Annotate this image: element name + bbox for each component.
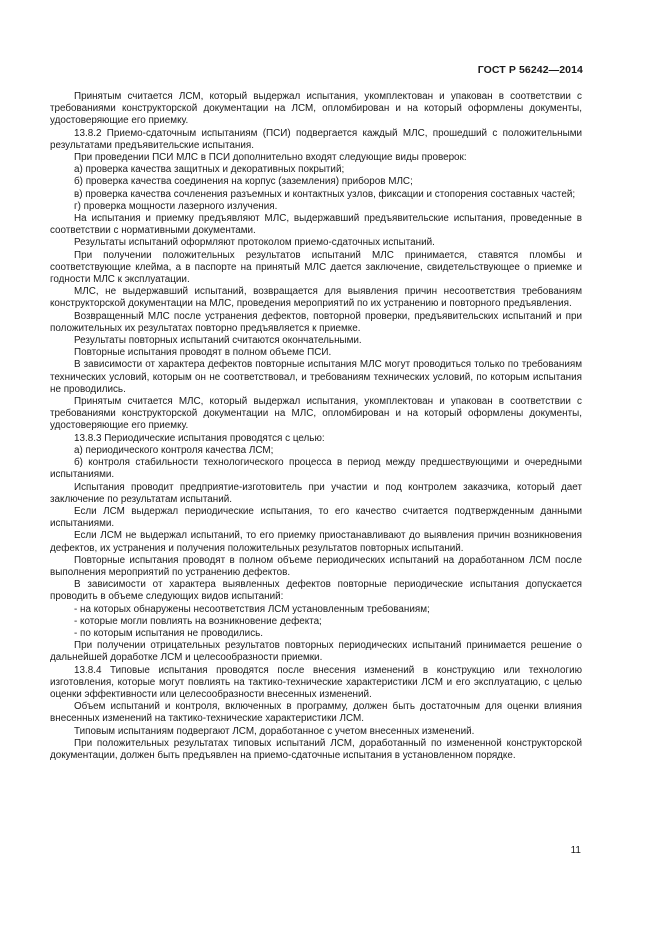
paragraph: а) периодического контроля качества ЛСМ; [74,444,274,456]
paragraph: - которые могли повлиять на возникновение дефекта; [74,615,322,627]
paragraph: МЛС, не выдержавший испытаний, возвращается для выявления причин несоответствия требованиям конструкторской документации на МЛС, проведения мероприятий по их устранению и повторного предъявления. [50,286,582,310]
paragraph: г) проверка мощности лазерного излучения. [74,200,278,212]
paragraph: Если ЛСМ выдержал периодические испытания, то его качество считается подтвержденным данными испытаниями. [50,505,582,530]
paragraph: - по которым испытания не проводились. [74,627,264,639]
paragraph: В зависимости от характера выявленных дефектов повторные периодические испытания допускается проводить в объеме следующих видов испытаний: [50,579,582,603]
paragraph: б) проверка качества соединения на корпус (заземления) приборов МЛС; [74,176,413,188]
paragraph: Принятым считается ЛСМ, который выдержал испытания, укомплектован и упакован в соответствии с требованиями конструкторской документации на ЛСМ, опломбирован и на который оформлены документы, удостоверяющие его приемку. [50,91,582,127]
paragraph: При проведении ПСИ МЛС в ПСИ дополнительно входят следующие виды проверок: [74,152,467,164]
paragraph: При получении положительных результатов испытаний МЛС принимается, ставятся пломбы и соответствующие клейма, а в паспорте на принятый МЛС дается заключение, свидетельствующее о приемке и годности МЛС к эксплуатации. [50,249,582,286]
paragraph: Объем испытаний и контроля, включенных в программу, должен быть достаточным для оценки влияния внесенных изменений на тактико-технические характеристики ЛСМ. [50,701,582,725]
page-number: 11 [570,845,581,856]
paragraph: При положительных результатах типовых испытаний ЛСМ, доработанный по измененной конструкторской документации, должен быть предъявлен на приемо-сдаточные испытания в установленном порядке. [50,737,582,761]
document-body [50,91,582,762]
paragraph: При получении отрицательных результатов повторных периодических испытаний принимается решение о дальнейшей доработке ЛСМ и целесообразности приемки. [50,640,582,664]
paragraph: Повторные испытания проводят в полном объеме периодических испытаний на доработанном ЛСМ после выполнения мероприятий по устранению дефектов. [50,554,582,578]
paragraph: Испытания проводит предприятие-изготовитель при участии и под контролем заказчика, который дает заключение по результатам испытаний. [50,481,582,505]
paragraph: 13.8.3 Периодические испытания проводятся с целью: [74,432,325,444]
paragraph: 13.8.2 Приемо-сдаточным испытаниям (ПСИ) подвергается каждый МЛС, прошедший с положительными результатами предъявительские испытания. [50,127,582,151]
paragraph: В зависимости от характера дефектов повторные испытания МЛС могут проводиться только по требованиям технических условий, которым он не соответствовал, и требованиям технических условий, по которым испытания не проводились. [50,359,582,395]
paragraph: Принятым считается МЛС, который выдержал испытания, укомплектован и упакован в соответствии с требованиями конструкторской документации на МЛС, опломбирован и на который оформлены документы, удостоверяющие его приемку. [50,396,582,432]
paragraph: Результаты испытаний оформляют протоколом приемо-сдаточных испытаний. [74,237,435,249]
document-header: ГОСТ Р 56242—2014 [477,64,583,76]
paragraph: На испытания и приемку предъявляют МЛС, выдержавший предъявительские испытания, проведенные в соответствии с нормативными документами. [50,213,582,237]
paragraph: - на которых обнаружены несоответствия ЛСМ установленным требованиям; [74,603,430,615]
paragraph: б) контроля стабильности технологического процесса в период между предшествующими и очередными испытаниями. [50,457,582,481]
paragraph: Возвращенный МЛС после устранения дефектов, повторной проверки, предъявительских испытаний и при положительных их результатах повторно предъявляется к приемке. [50,310,582,334]
paragraph: Типовым испытаниям подвергают ЛСМ, доработанное с учетом внесенных изменений. [74,725,475,737]
paragraph: Повторные испытания проводят в полном объеме ПСИ. [74,347,332,359]
paragraph: в) проверка качества сочленения разъемных и контактных узлов, фиксации и стопорения составных частей; [74,188,576,200]
paragraph: а) проверка качества защитных и декоративных покрытий; [74,164,345,176]
paragraph: 13.8.4 Типовые испытания проводятся после внесения изменений в конструкцию или технологию изготовления, которые могут повлиять на тактико-технические характеристики ЛСМ и его эксплуатацию, с целью оценки эффективности или целесообразности внесенных изменений. [50,664,582,700]
paragraph: Если ЛСМ не выдержал испытаний, то его приемку приостанавливают до выявления причин возникновения дефектов, их устранения и получения положительных результатов повторных испытаний. [50,530,582,554]
paragraph: Результаты повторных испытаний считаются окончательными. [74,335,362,347]
